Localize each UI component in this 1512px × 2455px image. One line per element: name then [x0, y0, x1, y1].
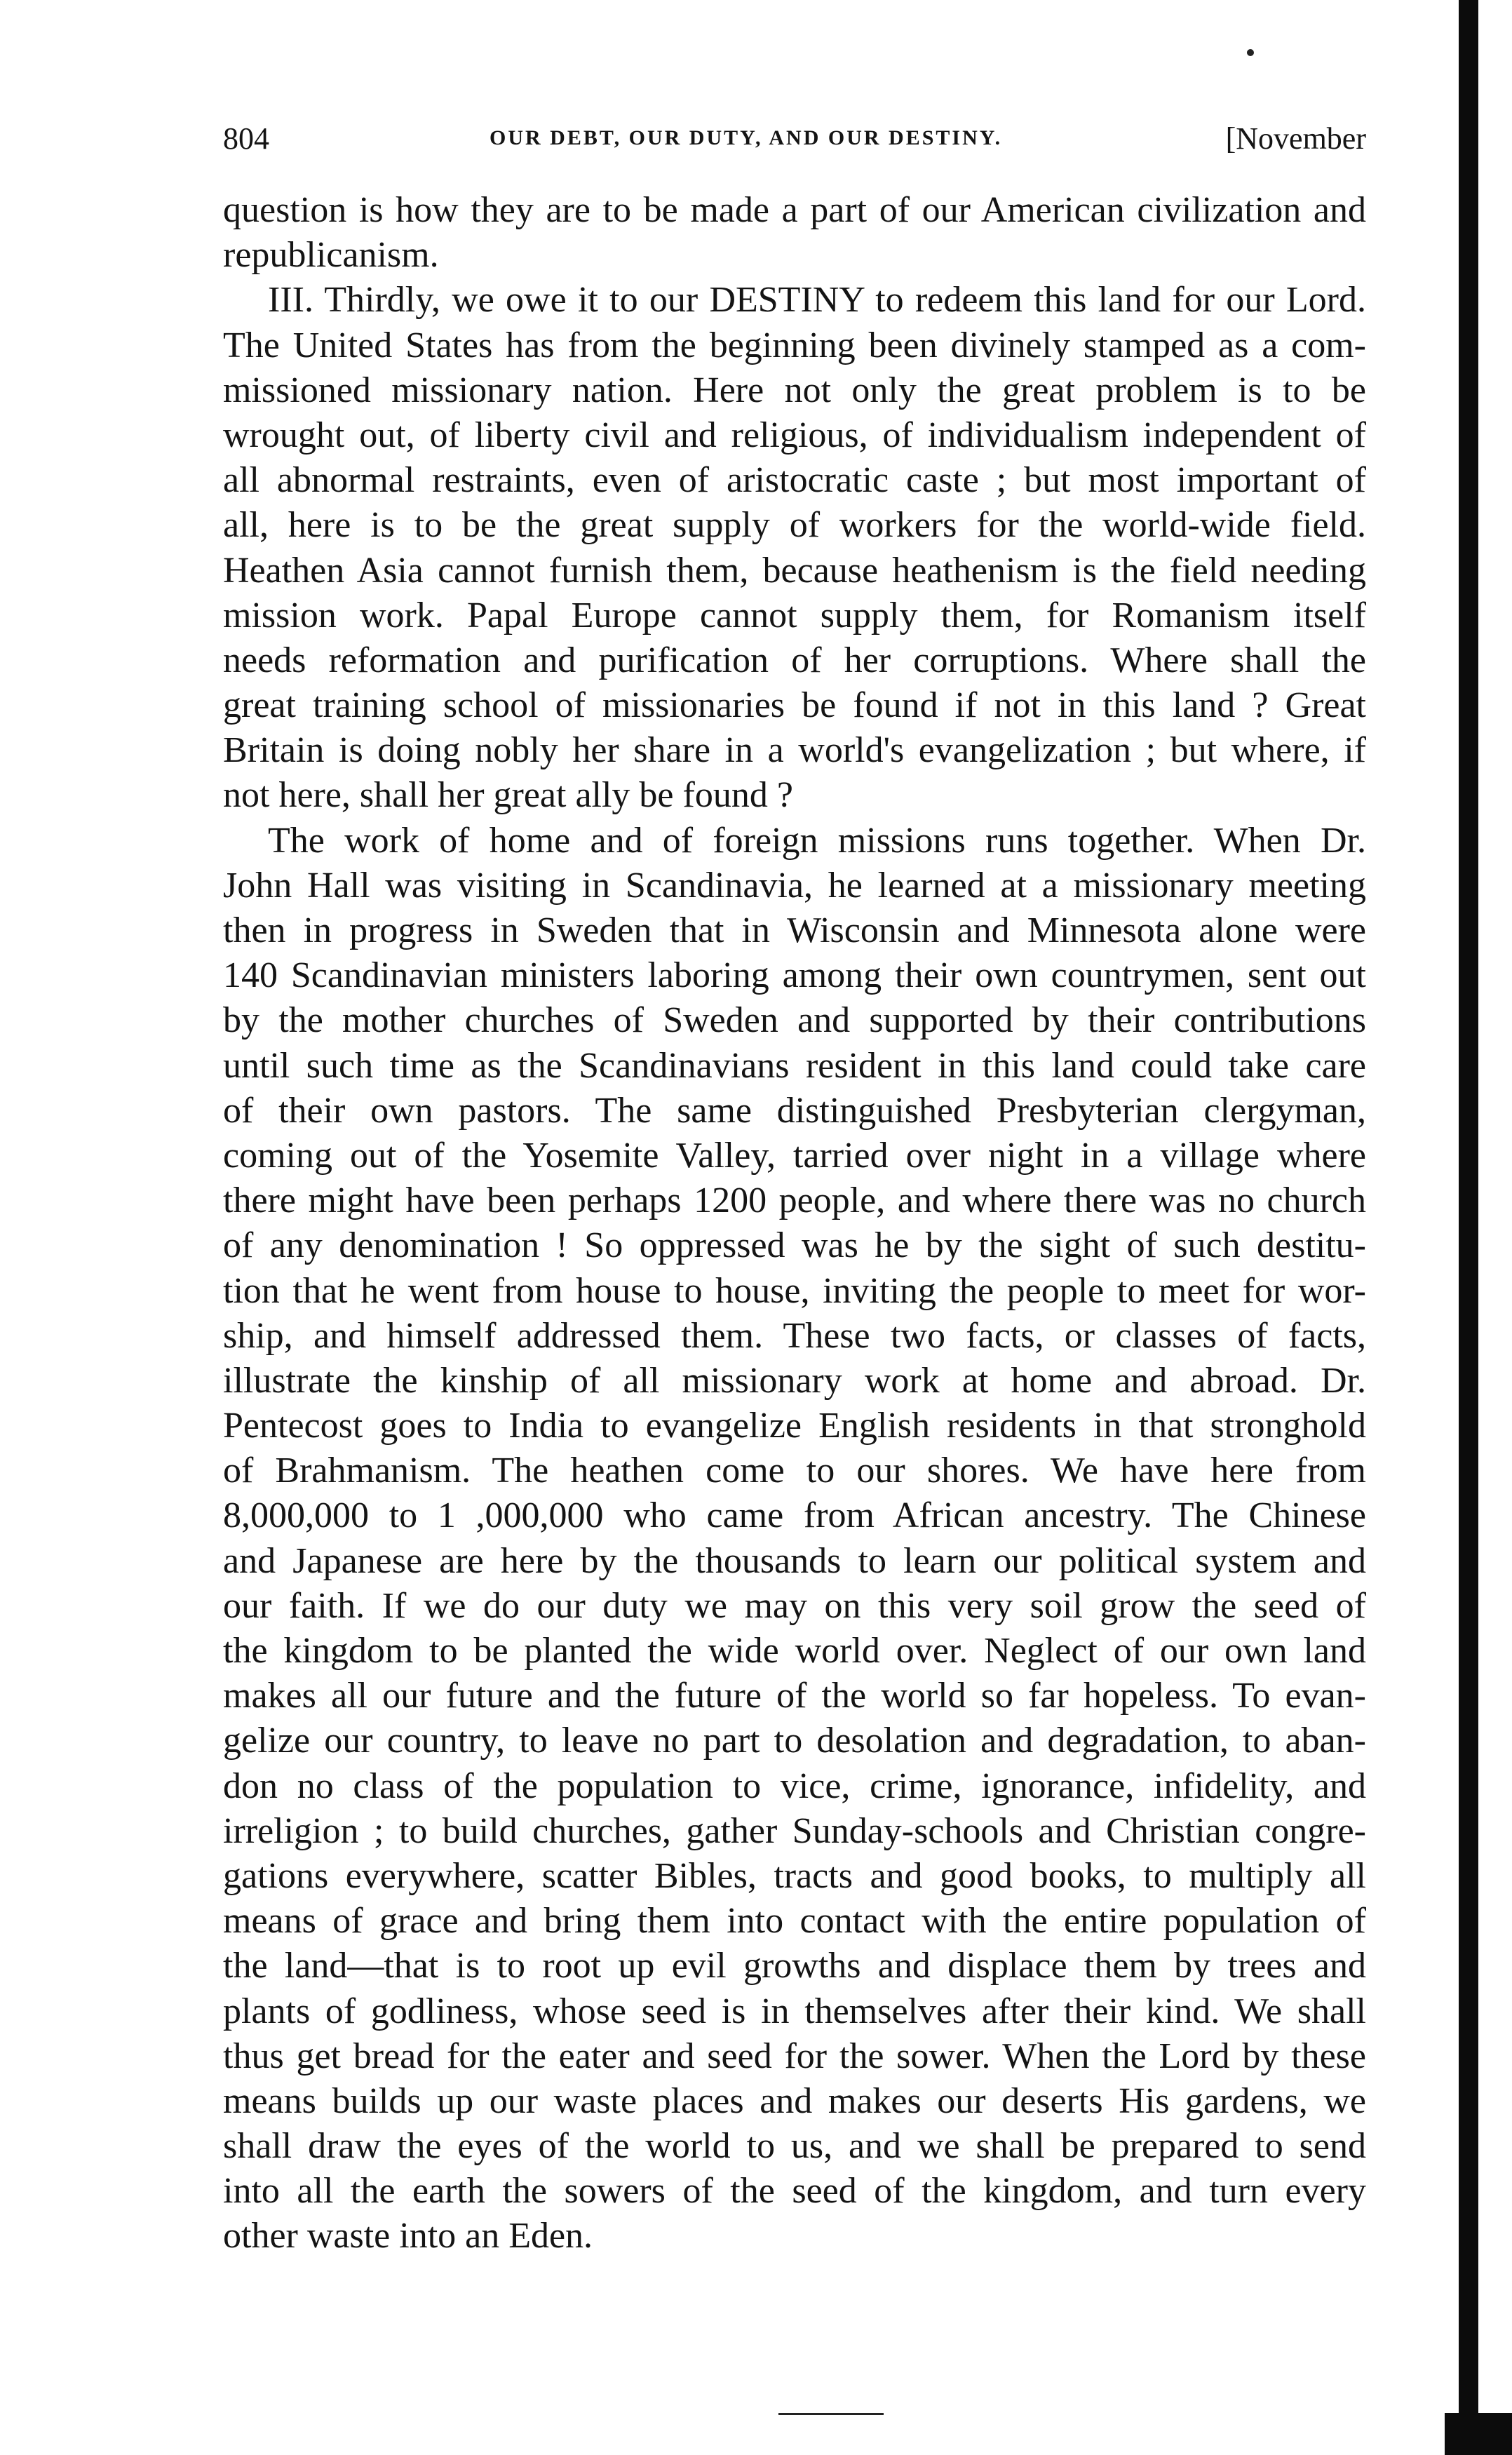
text-line: our faith. If we do our duty we may on this very soil grow the seed of — [223, 1585, 1366, 1626]
text-line: irreligion ; to build churches, gather Sunday-schools and Christian congre- — [223, 1810, 1366, 1851]
text-line: into all the earth the sowers of the seed of the kingdom, and turn every — [223, 2171, 1366, 2212]
text-line: republicanism. — [223, 235, 439, 276]
text-line: wrought out, of liberty civil and religious, of individualism independent of — [223, 415, 1366, 455]
running-month: [November — [1225, 121, 1366, 156]
text-line: by the mother churches of Sweden and supported by their contributions — [223, 1000, 1366, 1041]
text-line: makes all our future and the future of the world so far hopeless. To evan- — [223, 1676, 1366, 1716]
running-title: OUR DEBT, OUR DUTY, AND OUR DESTINY. — [490, 126, 1003, 149]
text-line: means of grace and bring them into contact with the entire population of — [223, 1901, 1366, 1942]
body-text — [223, 188, 1366, 2259]
text-line: then in progress in Sweden that in Wisconsin and Minnesota alone were — [223, 910, 1366, 950]
text-line: tion that he went from house to house, inviting the people to meet for wor- — [223, 1270, 1366, 1311]
text-line: the land—that is to root up evil growths and displace them by trees and — [223, 1946, 1366, 1986]
text-line: The United States has from the beginning been divinely stamped as a com- — [223, 325, 1366, 365]
text-line: III. Thirdly, we owe it to our DESTINY to redeem this land for our Lord. — [268, 280, 1366, 321]
page-edge-bar — [1459, 0, 1478, 2455]
text-line: of Brahmanism. The heathen come to our shores. We have here from — [223, 1451, 1366, 1491]
page-number: 804 — [223, 121, 269, 156]
text-line: missioned missionary nation. Here not only the great problem is to be — [223, 370, 1366, 410]
text-line: don no class of the population to vice, crime, ignorance, infidelity, and — [223, 1765, 1366, 1806]
text-line: there might have been perhaps 1200 people, and where there was no church — [223, 1181, 1366, 1221]
text-line: The work of home and of foreign missions runs together. When Dr. — [268, 820, 1366, 861]
text-line: great training school of missionaries be found if not in this land ? Great — [223, 685, 1366, 726]
text-line: the kingdom to be planted the wide world over. Neglect of our own land — [223, 1631, 1366, 1671]
text-line: Pentecost goes to India to evangelize English residents in that stronghold — [223, 1406, 1366, 1446]
text-line: not here, shall her great ally be found ? — [223, 775, 793, 816]
text-line: Heathen Asia cannot furnish them, because heathenism is the field needing — [223, 550, 1366, 591]
text-line: mission work. Papal Europe cannot supply them, for Romanism itself — [223, 595, 1366, 635]
text-line: coming out of the Yosemite Valley, tarried over night in a village where — [223, 1135, 1366, 1176]
text-line: illustrate the kinship of all missionary work at home and abroad. Dr. — [223, 1360, 1366, 1401]
text-line: other waste into an Eden. — [223, 2216, 593, 2256]
text-line: of their own pastors. The same distinguished Presbyterian clergyman, — [223, 1090, 1366, 1131]
text-line: all abnormal restraints, even of aristocratic caste ; but most important of — [223, 460, 1366, 501]
text-line: gations everywhere, scatter Bibles, tracts and good books, to multiply all — [223, 1855, 1366, 1896]
text-line: thus get bread for the eater and seed for the sower. When the Lord by these — [223, 2036, 1366, 2076]
text-line: means builds up our waste places and makes our deserts His gardens, we — [223, 2080, 1366, 2121]
text-line: needs reformation and purification of her corruptions. Where shall the — [223, 640, 1366, 680]
end-rule — [778, 2413, 884, 2415]
text-line: John Hall was visiting in Scandinavia, he learned at a missionary meeting — [223, 865, 1366, 906]
stray-mark — [1247, 49, 1254, 56]
text-line: of any denomination ! So oppressed was he by the sight of such destitu- — [223, 1225, 1366, 1266]
page-edge-corner — [1445, 2413, 1512, 2455]
text-line: gelize our country, to leave no part to desolation and degradation, to aban- — [223, 1721, 1366, 1761]
text-line: shall draw the eyes of the world to us, and we shall be prepared to send — [223, 2126, 1366, 2167]
running-header — [223, 121, 1366, 163]
text-line: and Japanese are here by the thousands to learn our political system and — [223, 1540, 1366, 1581]
text-line: question is how they are to be made a part of our American civilization and — [223, 190, 1366, 230]
text-line: Britain is doing nobly her share in a world's evangelization ; but where, if — [223, 730, 1366, 771]
text-line: all, here is to be the great supply of workers for the world-wide field. — [223, 505, 1366, 546]
text-line: 8,000,000 to 1 ,000,000 who came from African ancestry. The Chinese — [223, 1495, 1366, 1536]
text-line: plants of godliness, whose seed is in themselves after their kind. We shall — [223, 1991, 1366, 2031]
text-line: ship, and himself addressed them. These two facts, or classes of facts, — [223, 1315, 1366, 1356]
text-line: 140 Scandinavian ministers laboring among their own countrymen, sent out — [223, 955, 1366, 996]
text-line: until such time as the Scandinavians resident in this land could take care — [223, 1045, 1366, 1086]
